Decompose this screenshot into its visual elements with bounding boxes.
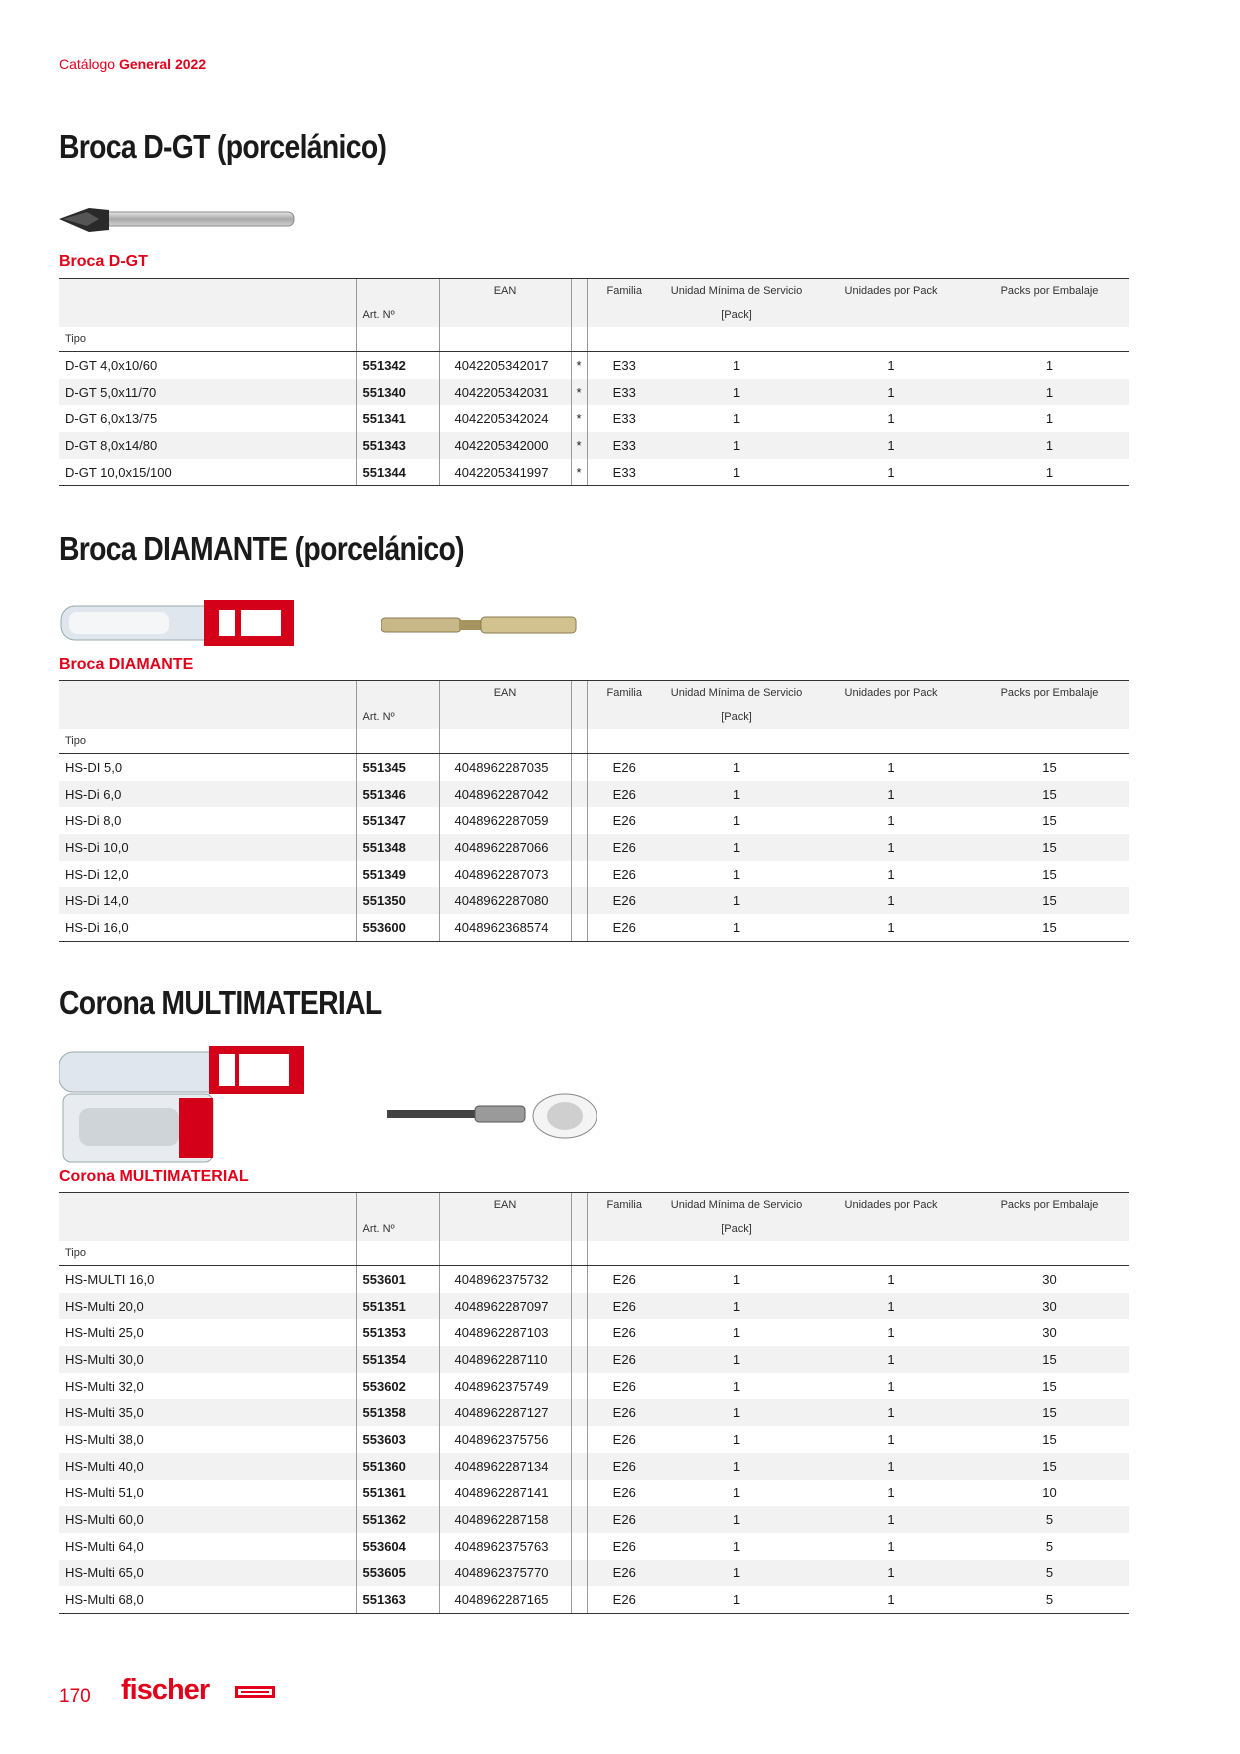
cell-art: 551358 [356, 1399, 439, 1426]
cell-art: 551363 [356, 1586, 439, 1613]
cell-unidad: 1 [661, 781, 812, 808]
cell-ean: 4048962287141 [439, 1480, 571, 1507]
cell-unidad: 1 [661, 1293, 812, 1320]
cell-unidad: 1 [732, 411, 741, 427]
cell-tipo: D-GT 5,0x11/70 [59, 379, 356, 406]
cell-tipo: D-GT 8,0x14/80 [59, 432, 356, 459]
col-tipo: Tipo [59, 1241, 356, 1266]
cell-art: 551340 [356, 379, 439, 406]
cell-tipo: HS-Multi 60,0 [59, 1506, 356, 1533]
cell-unidad: 1 [732, 1378, 741, 1394]
table-row [59, 432, 1129, 459]
cell-mark [571, 1560, 587, 1587]
cell-unidades-pack: 1 [812, 459, 970, 486]
cell-familia: E26 [587, 1426, 661, 1453]
table-row [59, 1319, 1129, 1346]
cell-unidad: 1 [732, 1325, 741, 1341]
cell-ean: 4048962287127 [439, 1399, 571, 1426]
cell-familia: E33 [587, 379, 661, 406]
cell-unidades-pack: 1 [887, 1325, 895, 1341]
cell-unidad: 1 [661, 1346, 812, 1373]
cell-art: 551350 [356, 887, 439, 914]
fischer-logo: fischer [121, 1674, 210, 1706]
cell-unidades-pack: 1 [812, 1453, 970, 1480]
cell-tipo: HS-Multi 25,0 [65, 1325, 144, 1341]
cell-art: 551347 [356, 807, 439, 834]
table-row [59, 1373, 1129, 1400]
cell-ean: 4048962375770 [439, 1560, 571, 1587]
cell-art: 551345 [356, 754, 439, 781]
col-unidad-pack-unit: [Pack] [661, 1217, 812, 1241]
col-unidad: Unidad Mínima de Servicio [661, 279, 812, 304]
section-title: Corona MULTIMATERIAL [59, 984, 382, 1021]
cell-unidades-pack: 1 [812, 1586, 970, 1613]
cell-packs: 15 [1042, 759, 1057, 775]
page-number: 170 [59, 1686, 91, 1707]
section-diamante [59, 530, 1129, 935]
col-ean: EAN [439, 279, 571, 304]
section-title: Broca D-GT (porcelánico) [59, 128, 387, 165]
cell-mark [571, 1480, 587, 1507]
cell-art: 553604 [356, 1533, 439, 1560]
cell-ean: 4048962287042 [439, 781, 571, 808]
col-familia: Familia [587, 279, 661, 304]
cell-ean: 4048962287103 [439, 1319, 571, 1346]
cell-familia: E33 [587, 352, 661, 379]
catalog-header [59, 56, 206, 72]
cell-art: 551341 [356, 405, 439, 432]
cell-familia: E26 [587, 1293, 661, 1320]
cell-art: 551343 [356, 432, 439, 459]
cell-unidades-pack: 1 [887, 357, 895, 373]
cell-unidad: 1 [661, 834, 812, 861]
col-packs-embalaje: Packs por Embalaje [970, 279, 1129, 304]
cell-ean: 4048962375749 [439, 1373, 571, 1400]
cell-familia: E33 [587, 459, 661, 486]
col-ean: EAN [439, 1193, 571, 1218]
cell-ean: 4042205342017 [439, 352, 571, 379]
cell-tipo: HS-Di 14,0 [59, 887, 356, 914]
cell-mark [571, 1399, 587, 1426]
cell-tipo: HS-DI 5,0 [65, 759, 123, 775]
cell-packs: 1 [1045, 411, 1054, 427]
table-row [59, 914, 1129, 941]
cell-mark: * [571, 379, 587, 406]
cell-familia: E26 [587, 914, 661, 941]
cell-unidades-pack: 1 [812, 781, 970, 808]
cell-familia: E33 [587, 405, 661, 432]
table-row [59, 459, 1129, 486]
table-header-row [59, 729, 1129, 754]
cell-familia: E26 [587, 1399, 661, 1426]
cell-packs: 10 [1042, 1485, 1057, 1501]
cell-ean: 4048962287158 [439, 1506, 571, 1533]
subsection-title: Broca DIAMANTE [59, 656, 194, 673]
table-row [59, 352, 1129, 379]
cell-tipo: HS-Di 8,0 [65, 813, 122, 829]
table-header-row [59, 279, 1129, 304]
cell-mark [571, 834, 587, 861]
cell-packs: 1 [970, 432, 1129, 459]
col-familia: Familia [587, 681, 661, 706]
cell-tipo: HS-MULTI 16,0 [65, 1271, 155, 1287]
section-title: Broca DIAMANTE (porcelánico) [59, 530, 464, 567]
cell-unidad: 1 [661, 379, 812, 406]
cell-packs: 5 [970, 1506, 1129, 1533]
product-table [59, 1192, 1129, 1614]
cell-packs: 30 [1042, 1271, 1057, 1287]
cell-packs: 15 [970, 781, 1129, 808]
cell-tipo: HS-Di 16,0 [59, 914, 356, 941]
cell-unidades-pack: 1 [812, 887, 970, 914]
cell-unidades-pack: 1 [812, 1560, 970, 1587]
product-table [59, 680, 1129, 942]
cell-tipo: HS-Multi 38,0 [65, 1431, 144, 1447]
cell-unidad: 1 [732, 1271, 741, 1287]
cell-unidades-pack: 1 [887, 759, 895, 775]
fischer-badge-icon [235, 1684, 275, 1700]
cell-ean: 4042205342000 [439, 432, 571, 459]
cell-unidad: 1 [732, 1538, 741, 1554]
cell-familia: E26 [587, 1346, 661, 1373]
cell-unidad: 1 [661, 459, 812, 486]
cell-ean: 4048962287097 [439, 1293, 571, 1320]
cell-familia: E26 [587, 1533, 661, 1560]
cell-packs: 15 [970, 834, 1129, 861]
cell-mark [571, 914, 587, 941]
col-art: Art. Nº [356, 303, 439, 327]
cell-mark [571, 887, 587, 914]
cell-familia: E26 [587, 887, 661, 914]
table-row [59, 781, 1129, 808]
cell-familia: E26 [587, 781, 661, 808]
cell-mark: * [571, 432, 587, 459]
cell-art: 551342 [356, 352, 439, 379]
cell-mark [571, 754, 587, 781]
table-header-row [59, 705, 1129, 729]
cell-tipo: HS-Multi 35,0 [59, 1399, 356, 1426]
cell-packs: 1 [970, 379, 1129, 406]
cell-packs: 5 [1045, 1538, 1054, 1554]
cell-familia: E26 [587, 1266, 661, 1293]
cell-unidad: 1 [661, 887, 812, 914]
cell-tipo: HS-Di 6,0 [59, 781, 356, 808]
cell-ean: 4048962287066 [439, 834, 571, 861]
cell-unidades-pack: 1 [812, 1506, 970, 1533]
subsection-title: Corona MULTIMATERIAL [59, 1168, 249, 1185]
cell-mark [571, 1586, 587, 1613]
cell-tipo: D-GT 6,0x13/75 [65, 411, 158, 427]
cell-packs: 15 [970, 1346, 1129, 1373]
table-row [59, 754, 1129, 781]
cell-packs: 15 [1042, 1431, 1057, 1447]
multimaterial-holesaw-image [387, 1086, 597, 1146]
cell-art: 551354 [356, 1346, 439, 1373]
cell-ean: 4048962368574 [439, 914, 571, 941]
cell-unidades-pack: 1 [887, 866, 895, 882]
cell-art: 551360 [356, 1453, 439, 1480]
cell-unidades-pack: 1 [812, 1293, 970, 1320]
cell-unidades-pack: 1 [812, 432, 970, 459]
cell-art: 551344 [356, 459, 439, 486]
cell-mark [571, 1453, 587, 1480]
col-unidad-pack-unit: [Pack] [661, 303, 812, 327]
cell-art: 553601 [356, 1266, 439, 1293]
col-packs-embalaje: Packs por Embalaje [970, 681, 1129, 706]
cell-familia: E26 [587, 1586, 661, 1613]
cell-familia: E26 [587, 861, 661, 888]
cell-art: 551353 [356, 1319, 439, 1346]
cell-packs: 15 [1042, 1378, 1057, 1394]
cell-tipo: HS-Multi 20,0 [59, 1293, 356, 1320]
cell-tipo: D-GT 10,0x15/100 [59, 459, 356, 486]
multimaterial-blister-image [59, 1046, 309, 1164]
col-ean: EAN [439, 681, 571, 706]
table-row [59, 1586, 1129, 1613]
cell-unidades-pack: 1 [812, 379, 970, 406]
col-familia: Familia [587, 1193, 661, 1218]
cell-packs: 1 [1045, 357, 1054, 373]
cell-tipo: HS-Multi 64,0 [65, 1538, 144, 1554]
cell-ean: 4048962287059 [439, 807, 571, 834]
diamante-blister-image [59, 598, 309, 648]
diamante-bit-image [381, 610, 581, 640]
table-row [59, 1266, 1129, 1293]
cell-unidades-pack: 1 [812, 834, 970, 861]
cell-unidad: 1 [661, 432, 812, 459]
cell-art: 553602 [356, 1373, 439, 1400]
cell-unidades-pack: 1 [812, 914, 970, 941]
cell-packs: 1 [970, 459, 1129, 486]
table-header-row [59, 303, 1129, 327]
cell-unidades-pack: 1 [887, 1378, 895, 1394]
catalog-prefix: Catálogo [59, 56, 116, 72]
cell-unidad: 1 [661, 1399, 812, 1426]
cell-unidades-pack: 1 [812, 1399, 970, 1426]
cell-familia: E26 [587, 1506, 661, 1533]
table-header-row [59, 1217, 1129, 1241]
cell-ean: 4048962375756 [439, 1426, 571, 1453]
cell-mark [571, 781, 587, 808]
table-row [59, 1346, 1129, 1373]
cell-art: 551361 [356, 1480, 439, 1507]
col-unidades-pack: Unidades por Pack [812, 279, 970, 304]
cell-ean: 4048962287165 [439, 1586, 571, 1613]
cell-unidades-pack: 1 [887, 1485, 895, 1501]
cell-art: 551351 [356, 1293, 439, 1320]
cell-unidad: 1 [661, 914, 812, 941]
cell-unidades-pack: 1 [887, 1538, 895, 1554]
cell-tipo: HS-Di 12,0 [65, 866, 129, 882]
col-unidades-pack: Unidades por Pack [812, 1193, 970, 1218]
cell-familia: E26 [587, 1480, 661, 1507]
cell-unidades-pack: 1 [887, 813, 895, 829]
cell-familia: E26 [587, 754, 661, 781]
cell-mark [571, 1506, 587, 1533]
cell-mark [571, 861, 587, 888]
cell-art: 553605 [356, 1560, 439, 1587]
cell-packs: 15 [1042, 813, 1057, 829]
catalog-edition: General 2022 [118, 56, 207, 72]
subsection-title: Broca D-GT [59, 253, 148, 270]
cell-packs: 5 [970, 1560, 1129, 1587]
cell-mark: * [571, 459, 587, 486]
cell-packs: 15 [970, 1399, 1129, 1426]
cell-mark: * [571, 405, 587, 432]
table-row [59, 887, 1129, 914]
cell-familia: E26 [587, 1560, 661, 1587]
table-row [59, 379, 1129, 406]
cell-tipo: HS-Multi 32,0 [65, 1378, 144, 1394]
col-art: Art. Nº [356, 705, 439, 729]
cell-mark: * [571, 352, 587, 379]
cell-ean: 4048962287110 [439, 1346, 571, 1373]
table-row [59, 1426, 1129, 1453]
cell-packs: 15 [970, 887, 1129, 914]
cell-unidad: 1 [661, 1506, 812, 1533]
table-header-row [59, 681, 1129, 706]
col-unidad-pack-unit: [Pack] [661, 705, 812, 729]
cell-unidad: 1 [732, 1431, 741, 1447]
cell-familia: E26 [587, 807, 661, 834]
cell-unidades-pack: 1 [887, 1431, 895, 1447]
cell-mark [571, 1319, 587, 1346]
cell-packs: 15 [970, 914, 1129, 941]
cell-unidades-pack: 1 [887, 411, 895, 427]
table-row [59, 1533, 1129, 1560]
cell-tipo: HS-Multi 51,0 [65, 1485, 144, 1501]
cell-tipo: HS-Multi 40,0 [59, 1453, 356, 1480]
col-art: Art. Nº [356, 1217, 439, 1241]
col-unidad: Unidad Mínima de Servicio [661, 681, 812, 706]
col-tipo: Tipo [59, 729, 356, 754]
cell-ean: 4048962287080 [439, 887, 571, 914]
product-table [59, 278, 1129, 486]
cell-mark [571, 1266, 587, 1293]
col-packs-embalaje: Packs por Embalaje [970, 1193, 1129, 1218]
cell-familia: E26 [587, 1319, 661, 1346]
cell-unidad: 1 [661, 1453, 812, 1480]
cell-familia: E26 [587, 1373, 661, 1400]
cell-art: 551346 [356, 781, 439, 808]
cell-packs: 5 [970, 1586, 1129, 1613]
table-row [59, 1506, 1129, 1533]
col-tipo: Tipo [59, 327, 356, 352]
cell-unidad: 1 [661, 1586, 812, 1613]
section-dgt [59, 128, 1129, 480]
table-header-row [59, 1241, 1129, 1266]
table-row [59, 807, 1129, 834]
cell-tipo: HS-Multi 30,0 [59, 1346, 356, 1373]
cell-ean: 4048962375732 [439, 1266, 571, 1293]
section-multimaterial [59, 984, 1129, 1608]
cell-packs: 30 [1042, 1325, 1057, 1341]
product-images [59, 202, 299, 247]
cell-unidad: 1 [661, 1560, 812, 1587]
table-row [59, 1453, 1129, 1480]
cell-familia: E33 [587, 432, 661, 459]
cell-mark [571, 1373, 587, 1400]
cell-ean: 4048962287134 [439, 1453, 571, 1480]
cell-mark [571, 1533, 587, 1560]
cell-ean: 4042205341997 [439, 459, 571, 486]
cell-tipo: HS-Di 10,0 [59, 834, 356, 861]
cell-ean: 4048962287073 [439, 861, 571, 888]
cell-unidad: 1 [732, 1485, 741, 1501]
cell-mark [571, 807, 587, 834]
table-row [59, 834, 1129, 861]
cell-unidad: 1 [732, 759, 741, 775]
table-row [59, 1399, 1129, 1426]
cell-tipo: HS-Multi 68,0 [59, 1586, 356, 1613]
cell-tipo: D-GT 4,0x10/60 [65, 357, 158, 373]
table-row [59, 1480, 1129, 1507]
cell-mark [571, 1346, 587, 1373]
cell-unidades-pack: 1 [887, 1271, 895, 1287]
cell-packs: 15 [1042, 866, 1057, 882]
cell-art: 553603 [356, 1426, 439, 1453]
col-unidades-pack: Unidades por Pack [812, 681, 970, 706]
cell-unidades-pack: 1 [812, 1346, 970, 1373]
cell-mark [571, 1293, 587, 1320]
cell-ean: 4048962375763 [439, 1533, 571, 1560]
table-row [59, 405, 1129, 432]
cell-ean: 4042205342031 [439, 379, 571, 406]
table-header-row [59, 327, 1129, 352]
cell-art: 553600 [356, 914, 439, 941]
cell-art: 551362 [356, 1506, 439, 1533]
cell-ean: 4042205342024 [439, 405, 571, 432]
cell-unidad: 1 [732, 813, 741, 829]
table-header-row [59, 1193, 1129, 1218]
col-unidad: Unidad Mínima de Servicio [661, 1193, 812, 1218]
cell-unidad: 1 [732, 357, 741, 373]
table-row [59, 1293, 1129, 1320]
cell-ean: 4048962287035 [439, 754, 571, 781]
table-row [59, 861, 1129, 888]
cell-art: 551349 [356, 861, 439, 888]
cell-packs: 15 [970, 1453, 1129, 1480]
cell-unidad: 1 [732, 866, 741, 882]
cell-familia: E26 [587, 834, 661, 861]
cell-art: 551348 [356, 834, 439, 861]
cell-packs: 30 [970, 1293, 1129, 1320]
table-row [59, 1560, 1129, 1587]
cell-mark [571, 1426, 587, 1453]
cell-familia: E26 [587, 1453, 661, 1480]
drill-bit-dgt-image [59, 202, 299, 242]
cell-tipo: HS-Multi 65,0 [59, 1560, 356, 1587]
